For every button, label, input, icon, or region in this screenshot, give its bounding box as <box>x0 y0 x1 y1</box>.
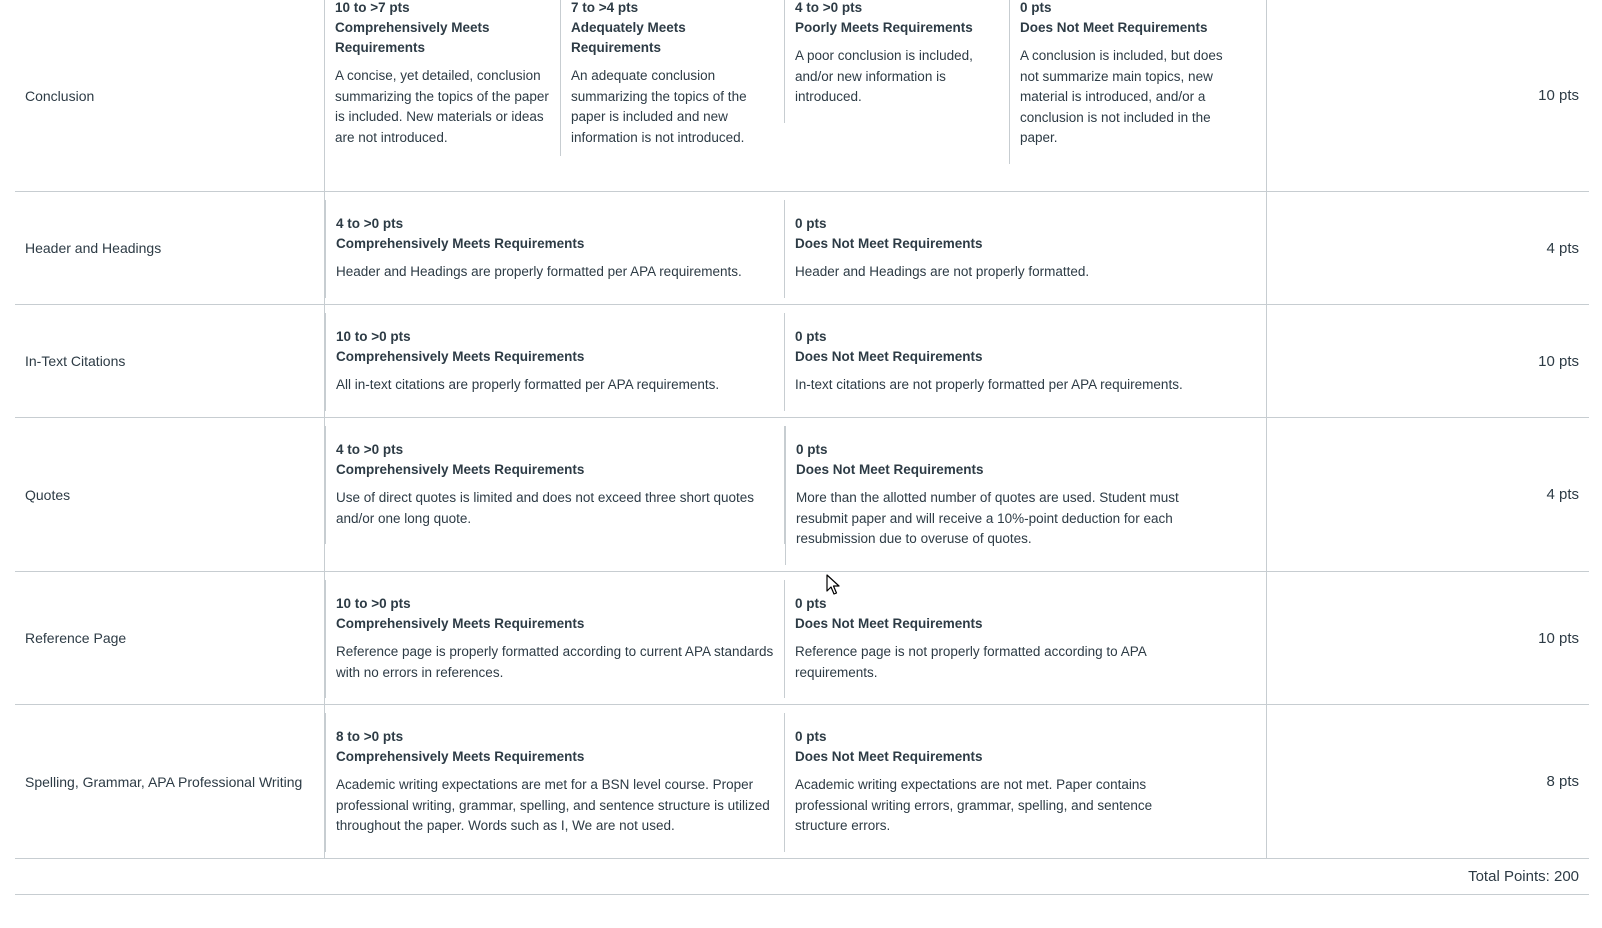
rating-points: 10 to >0 pts <box>336 596 411 611</box>
criterion-points: 10 pts <box>1538 352 1579 370</box>
rating-tier <box>785 580 1215 683</box>
rating-title: Poorly Meets Requirements <box>795 20 973 35</box>
criterion-row-reference-page <box>15 572 1589 705</box>
criterion-points: 4 pts <box>1546 486 1579 503</box>
criterion-points: 10 pts <box>1538 87 1579 104</box>
rating-description: Reference page is not properly formatted according to APA requirements. <box>795 644 1146 680</box>
total-row <box>15 859 1589 895</box>
rating-points: 8 to >0 pts <box>336 729 404 744</box>
rating-description: A poor conclusion is included, and/or new information is introduced. <box>795 48 973 104</box>
criterion-row-in-text-citations <box>15 305 1589 418</box>
criterion-name: Quotes <box>15 418 325 571</box>
rating-description: Academic writing expectations are met for a BSN level course. Proper professional writing, grammar, spelling, and sentence structure is utilized throughout the paper. Words such as I, We are not used. <box>336 777 770 833</box>
rating-tier <box>325 313 785 411</box>
rating-tier <box>325 200 785 298</box>
rating-title: Comprehensively Meets Requirements <box>336 462 585 477</box>
rating-tier <box>561 0 785 145</box>
rating-tier <box>1009 0 1245 164</box>
criterion-name: Conclusion <box>15 0 325 191</box>
total-points: Total Points: 200 <box>1468 868 1579 885</box>
rating-points: 0 pts <box>1020 0 1052 15</box>
rating-points: 4 to >0 pts <box>336 442 404 457</box>
mouse-cursor-icon <box>826 574 842 596</box>
rating-tier <box>325 426 785 544</box>
criterion-name: Header and Headings <box>15 192 325 304</box>
rating-title: Adequately Meets Requirements <box>571 20 686 55</box>
criterion-row-conclusion <box>15 0 1589 192</box>
rating-title: Comprehensively Meets Requirements <box>336 616 585 631</box>
rating-title: Does Not Meet Requirements <box>795 349 983 364</box>
rating-title: Does Not Meet Requirements <box>796 462 984 477</box>
rating-title: Does Not Meet Requirements <box>795 616 983 631</box>
criterion-row-spelling-grammar <box>15 705 1589 859</box>
rating-points: 4 to >0 pts <box>795 0 863 15</box>
ratings-cell <box>325 305 1267 417</box>
rating-description: Use of direct quotes is limited and does not exceed three short quotes and/or one long quote. <box>336 490 754 526</box>
rating-tier <box>785 713 1215 837</box>
rating-title: Does Not Meet Requirements <box>795 236 983 251</box>
criterion-points: 8 pts <box>1546 773 1579 790</box>
rating-points: 0 pts <box>795 329 827 344</box>
criterion-points: 4 pts <box>1546 239 1579 257</box>
rating-title: Comprehensively Meets Requirements <box>336 349 585 364</box>
rating-title: Comprehensively Meets Requirements <box>336 749 585 764</box>
rating-points: 10 to >7 pts <box>335 0 410 15</box>
rating-description: More than the allotted number of quotes are used. Student must resubmit paper and will receive a 10%-point deduction for each resubmission due to overuse of quotes. <box>796 490 1179 546</box>
rating-title: Does Not Meet Requirements <box>1020 20 1208 35</box>
rating-points: 0 pts <box>795 216 827 231</box>
criterion-row-quotes <box>15 418 1589 572</box>
ratings-cell <box>325 705 1267 858</box>
criterion-row-header-headings <box>15 192 1589 305</box>
ratings-cell <box>325 572 1267 704</box>
rating-tier <box>785 200 1245 283</box>
rating-tier <box>325 580 785 698</box>
rating-description: An adequate conclusion summarizing the topics of the paper is included and new information is not introduced. <box>571 68 747 145</box>
criterion-name: Reference Page <box>15 572 325 704</box>
criterion-points: 10 pts <box>1538 629 1579 647</box>
criterion-name: Spelling, Grammar, APA Professional Writing <box>15 705 325 858</box>
rating-tier <box>325 713 785 852</box>
rating-description: In-text citations are not properly formatted per APA requirements. <box>795 377 1183 392</box>
rating-points: 7 to >4 pts <box>571 0 639 15</box>
rating-description: Header and Headings are properly formatted per APA requirements. <box>336 264 742 279</box>
rating-points: 0 pts <box>795 596 827 611</box>
rating-tier <box>325 0 561 156</box>
rating-title: Comprehensively Meets Requirements <box>335 20 490 55</box>
rating-description: A concise, yet detailed, conclusion summarizing the topics of the paper is included. New materials or ideas are not introduced. <box>335 68 549 145</box>
rating-points: 10 to >0 pts <box>336 329 411 344</box>
ratings-cell <box>325 418 1267 571</box>
ratings-cell <box>325 0 1267 191</box>
criterion-name: In-Text Citations <box>15 305 325 417</box>
rating-title: Comprehensively Meets Requirements <box>336 236 585 251</box>
rating-points: 4 to >0 pts <box>336 216 404 231</box>
ratings-cell <box>325 192 1267 304</box>
rating-points: 0 pts <box>796 442 828 457</box>
rating-points: 0 pts <box>795 729 827 744</box>
rating-tier <box>785 313 1245 396</box>
rating-title: Does Not Meet Requirements <box>795 749 983 764</box>
rating-description: All in-text citations are properly formatted per APA requirements. <box>336 377 720 392</box>
rating-description: A conclusion is included, but does not summarize main topics, new material is introduced, and/or a conclusion is not included in the paper. <box>1020 48 1223 145</box>
rating-description: Reference page is properly formatted according to current APA standards with no errors in references. <box>336 644 774 680</box>
rating-tier <box>785 0 1009 108</box>
rating-tier <box>785 426 1215 565</box>
rating-description: Academic writing expectations are not met. Paper contains professional writing errors, grammar, spelling, and sentence structure errors. <box>795 777 1153 833</box>
rating-description: Header and Headings are not properly formatted. <box>795 264 1090 279</box>
